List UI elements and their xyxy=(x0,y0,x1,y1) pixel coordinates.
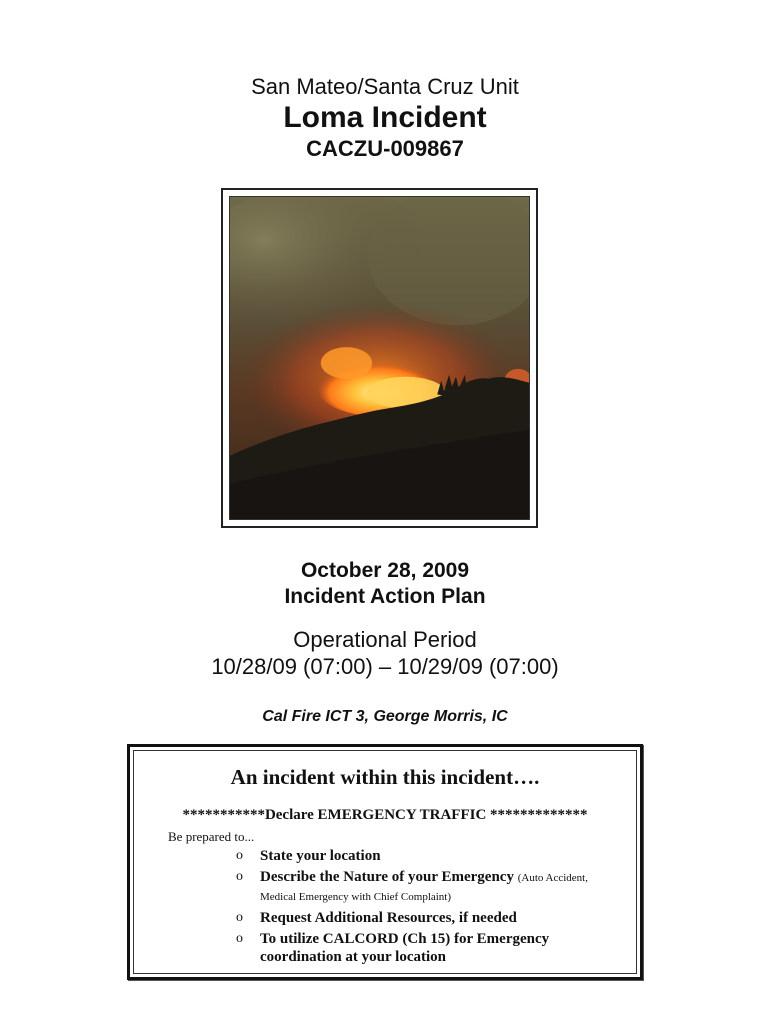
action-list xyxy=(230,847,620,969)
wildfire-photo xyxy=(229,196,530,520)
list-item-note: (Auto Accident, Medical Emergency with Chief Complaint) xyxy=(260,872,588,903)
operational-period-label: Operational Period xyxy=(293,627,477,652)
bullet-circle-icon: o xyxy=(236,910,243,925)
bullet-circle-icon: o xyxy=(236,931,243,946)
photo-frame xyxy=(221,188,538,528)
incident-name: Loma Incident xyxy=(283,101,487,134)
list-item-text: Describe the Nature of your Emergency xyxy=(260,869,514,885)
incident-number: CACZU-009867 xyxy=(306,136,464,161)
list-item-text: State your location xyxy=(260,848,381,864)
list-item-text: To utilize CALCORD (Ch 15) for Emergency coordination at your location xyxy=(260,931,550,965)
notice-inner-border xyxy=(133,750,637,974)
list-item xyxy=(230,868,620,906)
list-item xyxy=(230,909,620,927)
unit-name: San Mateo/Santa Cruz Unit xyxy=(251,74,519,99)
emergency-notice-box xyxy=(127,744,643,980)
incident-commander: Cal Fire ICT 3, George Morris, IC xyxy=(262,708,508,725)
bullet-circle-icon: o xyxy=(236,848,243,863)
emergency-traffic-line: ***********Declare EMERGENCY TRAFFIC ************* xyxy=(182,807,588,823)
list-item-text: Request Additional Resources, if needed xyxy=(260,910,517,926)
prepared-label: Be prepared to... xyxy=(168,829,255,844)
bullet-circle-icon: o xyxy=(236,869,243,884)
wildfire-image xyxy=(230,197,529,519)
plan-title: Incident Action Plan xyxy=(284,585,486,608)
operational-period-range: 10/28/09 (07:00) – 10/29/09 (07:00) xyxy=(211,654,559,679)
list-item xyxy=(230,847,620,865)
plan-date: October 28, 2009 xyxy=(300,559,470,582)
notice-title: An incident within this incident…. xyxy=(230,765,540,789)
list-item xyxy=(230,930,620,966)
